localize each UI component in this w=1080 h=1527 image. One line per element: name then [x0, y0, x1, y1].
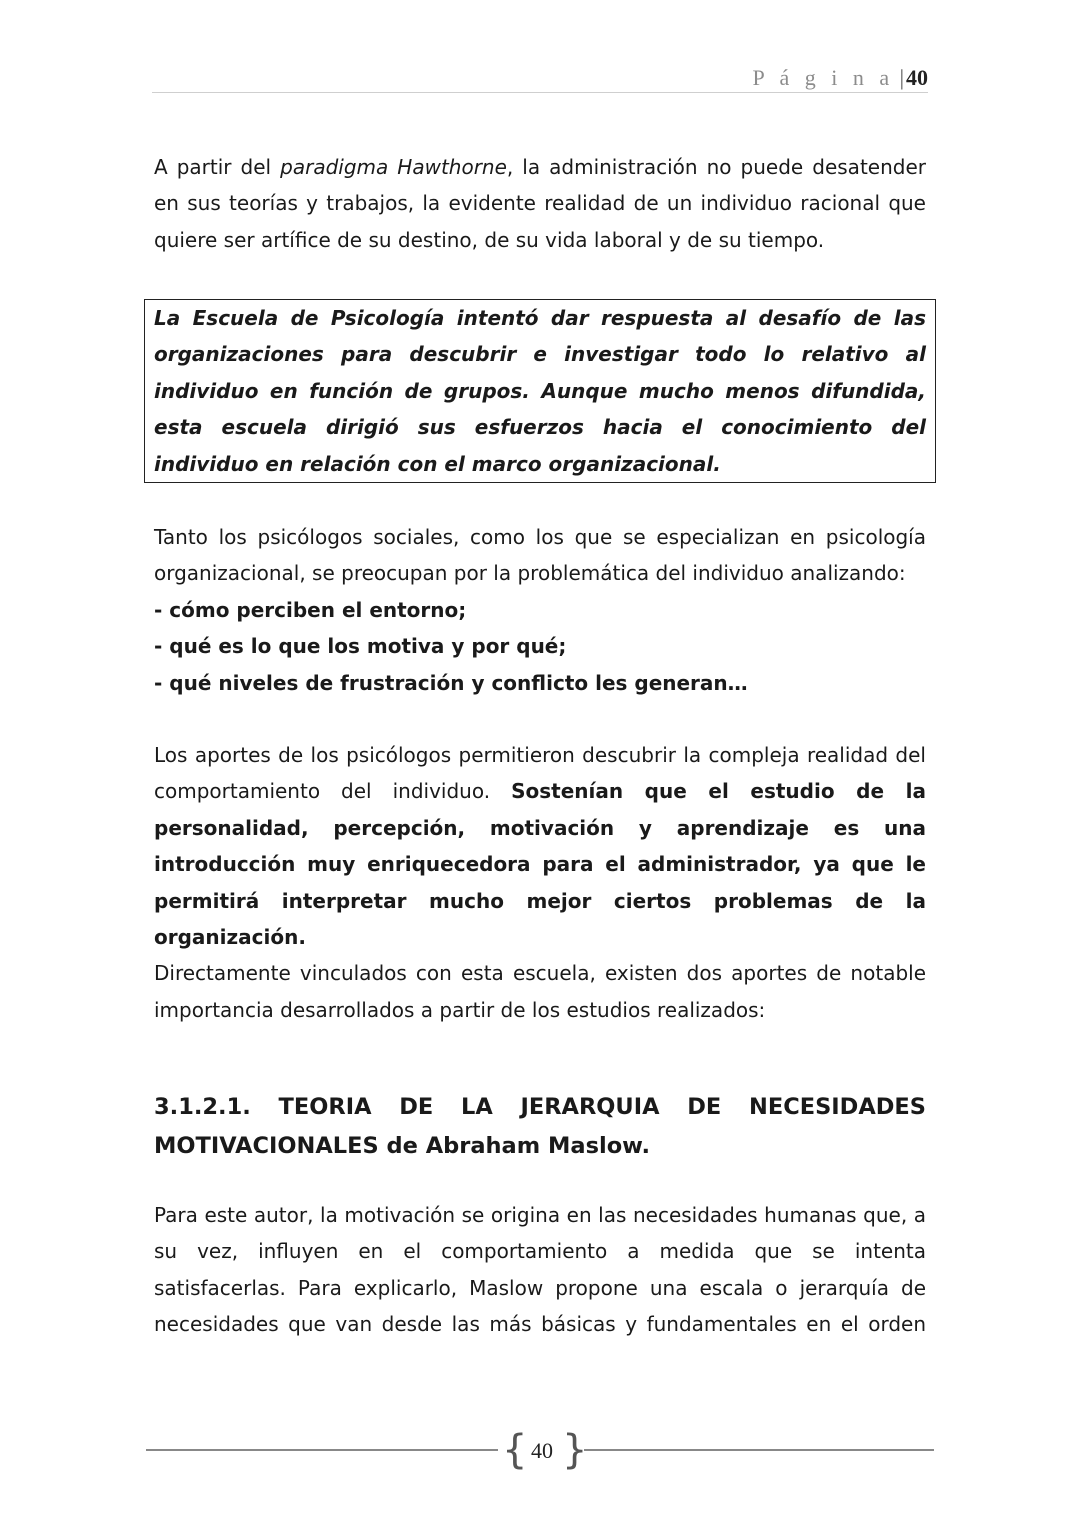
para3-tail: Directamente vinculados con esta escuela, existen dos aportes de notable importancia desarrollados a partir de los estudios realizados:: [154, 961, 926, 1022]
para3-lead: Los aportes de los psicólogos permitieron descubrir la compleja realidad del comportamiento del individuo.: [154, 743, 926, 804]
header-page-number: 40: [906, 65, 928, 90]
footer-rule-left: [146, 1449, 498, 1451]
footer-page-number: 40: [531, 1438, 553, 1463]
footer-rule-right: [584, 1449, 934, 1451]
list-item: - cómo perciben el entorno;: [154, 597, 467, 622]
para2-text: Tanto los psicólogos sociales, como los que se especializan en psicología organizacional, se preocupan por la problemática del individuo analizando:: [154, 525, 926, 586]
paragraph-psicologos: [154, 519, 926, 701]
footer-brace-left: {: [502, 1427, 528, 1473]
para1-rest: , la administración no puede desatender en sus teorías y trabajos, la evidente realidad de un individuo racional que quiere ser artífice de su destino, de su vida laboral y de su tiempo.: [154, 155, 926, 252]
paragraph-maslow: [154, 1197, 926, 1343]
box-text: La Escuela de Psicología intentó dar respuesta al desafío de las organizaciones para descubrir e investigar todo lo relativo al individuo en función de grupos. Aunque mucho menos difundida, esta escuela dirigió sus esfuerzos hacia el conocimiento del individuo en relación con el marco organizacional.: [154, 306, 926, 476]
paragraph-aportes: [154, 737, 926, 1028]
para1-italic: paradigma Hawthorne: [280, 155, 507, 179]
heading-text: 3.1.2.1. TEORIA DE LA JERARQUIA DE NECESIDADES MOTIVACIONALES de Abraham Maslow.: [154, 1094, 926, 1159]
page-label: P á g i n a: [752, 65, 895, 90]
footer-brace-right: }: [562, 1427, 588, 1473]
page-separator: |: [899, 65, 904, 90]
section-heading: [154, 1088, 926, 1165]
list-item: - qué es lo que los motiva y por qué;: [154, 634, 567, 659]
list-item: - qué niveles de frustración y conflicto les generan…: [154, 670, 748, 695]
para4-text: Para este autor, la motivación se origina en las necesidades humanas que, a su vez, influyen en el comportamiento a medida que se intenta satisfacerlas. Para explicarlo, Maslow propone una escala o jerarquía de necesidades que van desde las más básicas y fundamentales en el orden: [154, 1203, 926, 1337]
page-header: [152, 64, 928, 93]
para1-lead: A partir del: [154, 155, 281, 179]
highlight-box: [144, 299, 936, 483]
paragraph-hawthorne: [154, 149, 926, 258]
para3-bold: Sostenían que el estudio de la personalidad, percepción, motivación y aprendizaje es una introducción muy enriquecedora para el administrador, ya que le permitirá interpretar mucho mejor ciertos problemas de la organización.: [154, 779, 926, 950]
